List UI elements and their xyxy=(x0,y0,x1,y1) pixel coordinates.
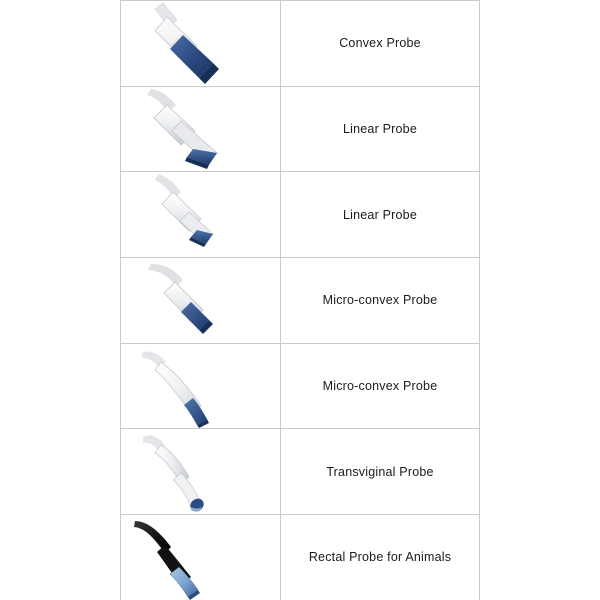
micro-convex-probe-label-1: Micro-convex Probe xyxy=(322,293,438,308)
transvaginal-probe-image xyxy=(121,429,281,514)
probe-table xyxy=(120,0,480,600)
rectal-probe-image xyxy=(121,515,281,600)
micro-convex-probe-image-1 xyxy=(121,258,281,343)
transvaginal-probe-label: Transviginal Probe xyxy=(326,464,434,479)
linear-probe-label-1: Linear Probe xyxy=(343,122,417,137)
micro-convex-probe-drawing-1 xyxy=(121,258,281,343)
linear-probe-image-2 xyxy=(121,172,281,257)
table-row xyxy=(121,429,479,515)
micro-convex-probe-drawing-2 xyxy=(121,344,281,429)
convex-probe-label: Convex Probe xyxy=(339,36,421,51)
micro-convex-probe-label-2: Micro-convex Probe xyxy=(322,379,438,394)
convex-probe-drawing xyxy=(121,1,281,86)
micro-convex-probe-image-2 xyxy=(121,344,281,429)
table-row xyxy=(121,258,479,344)
linear-probe-image-1 xyxy=(121,87,281,172)
transvaginal-probe-drawing xyxy=(121,429,281,514)
linear-probe-drawing-1 xyxy=(121,87,281,172)
linear-probe-drawing-2 xyxy=(121,172,281,257)
linear-probe-label-2: Linear Probe xyxy=(343,207,417,222)
rectal-probe-label: Rectal Probe for Animals xyxy=(308,550,452,565)
convex-probe-image xyxy=(121,1,281,86)
rectal-probe-drawing xyxy=(121,515,281,600)
table-row xyxy=(121,1,479,87)
table-row xyxy=(121,172,479,258)
table-row xyxy=(121,344,479,430)
table-row xyxy=(121,87,479,173)
table-row xyxy=(121,515,479,600)
